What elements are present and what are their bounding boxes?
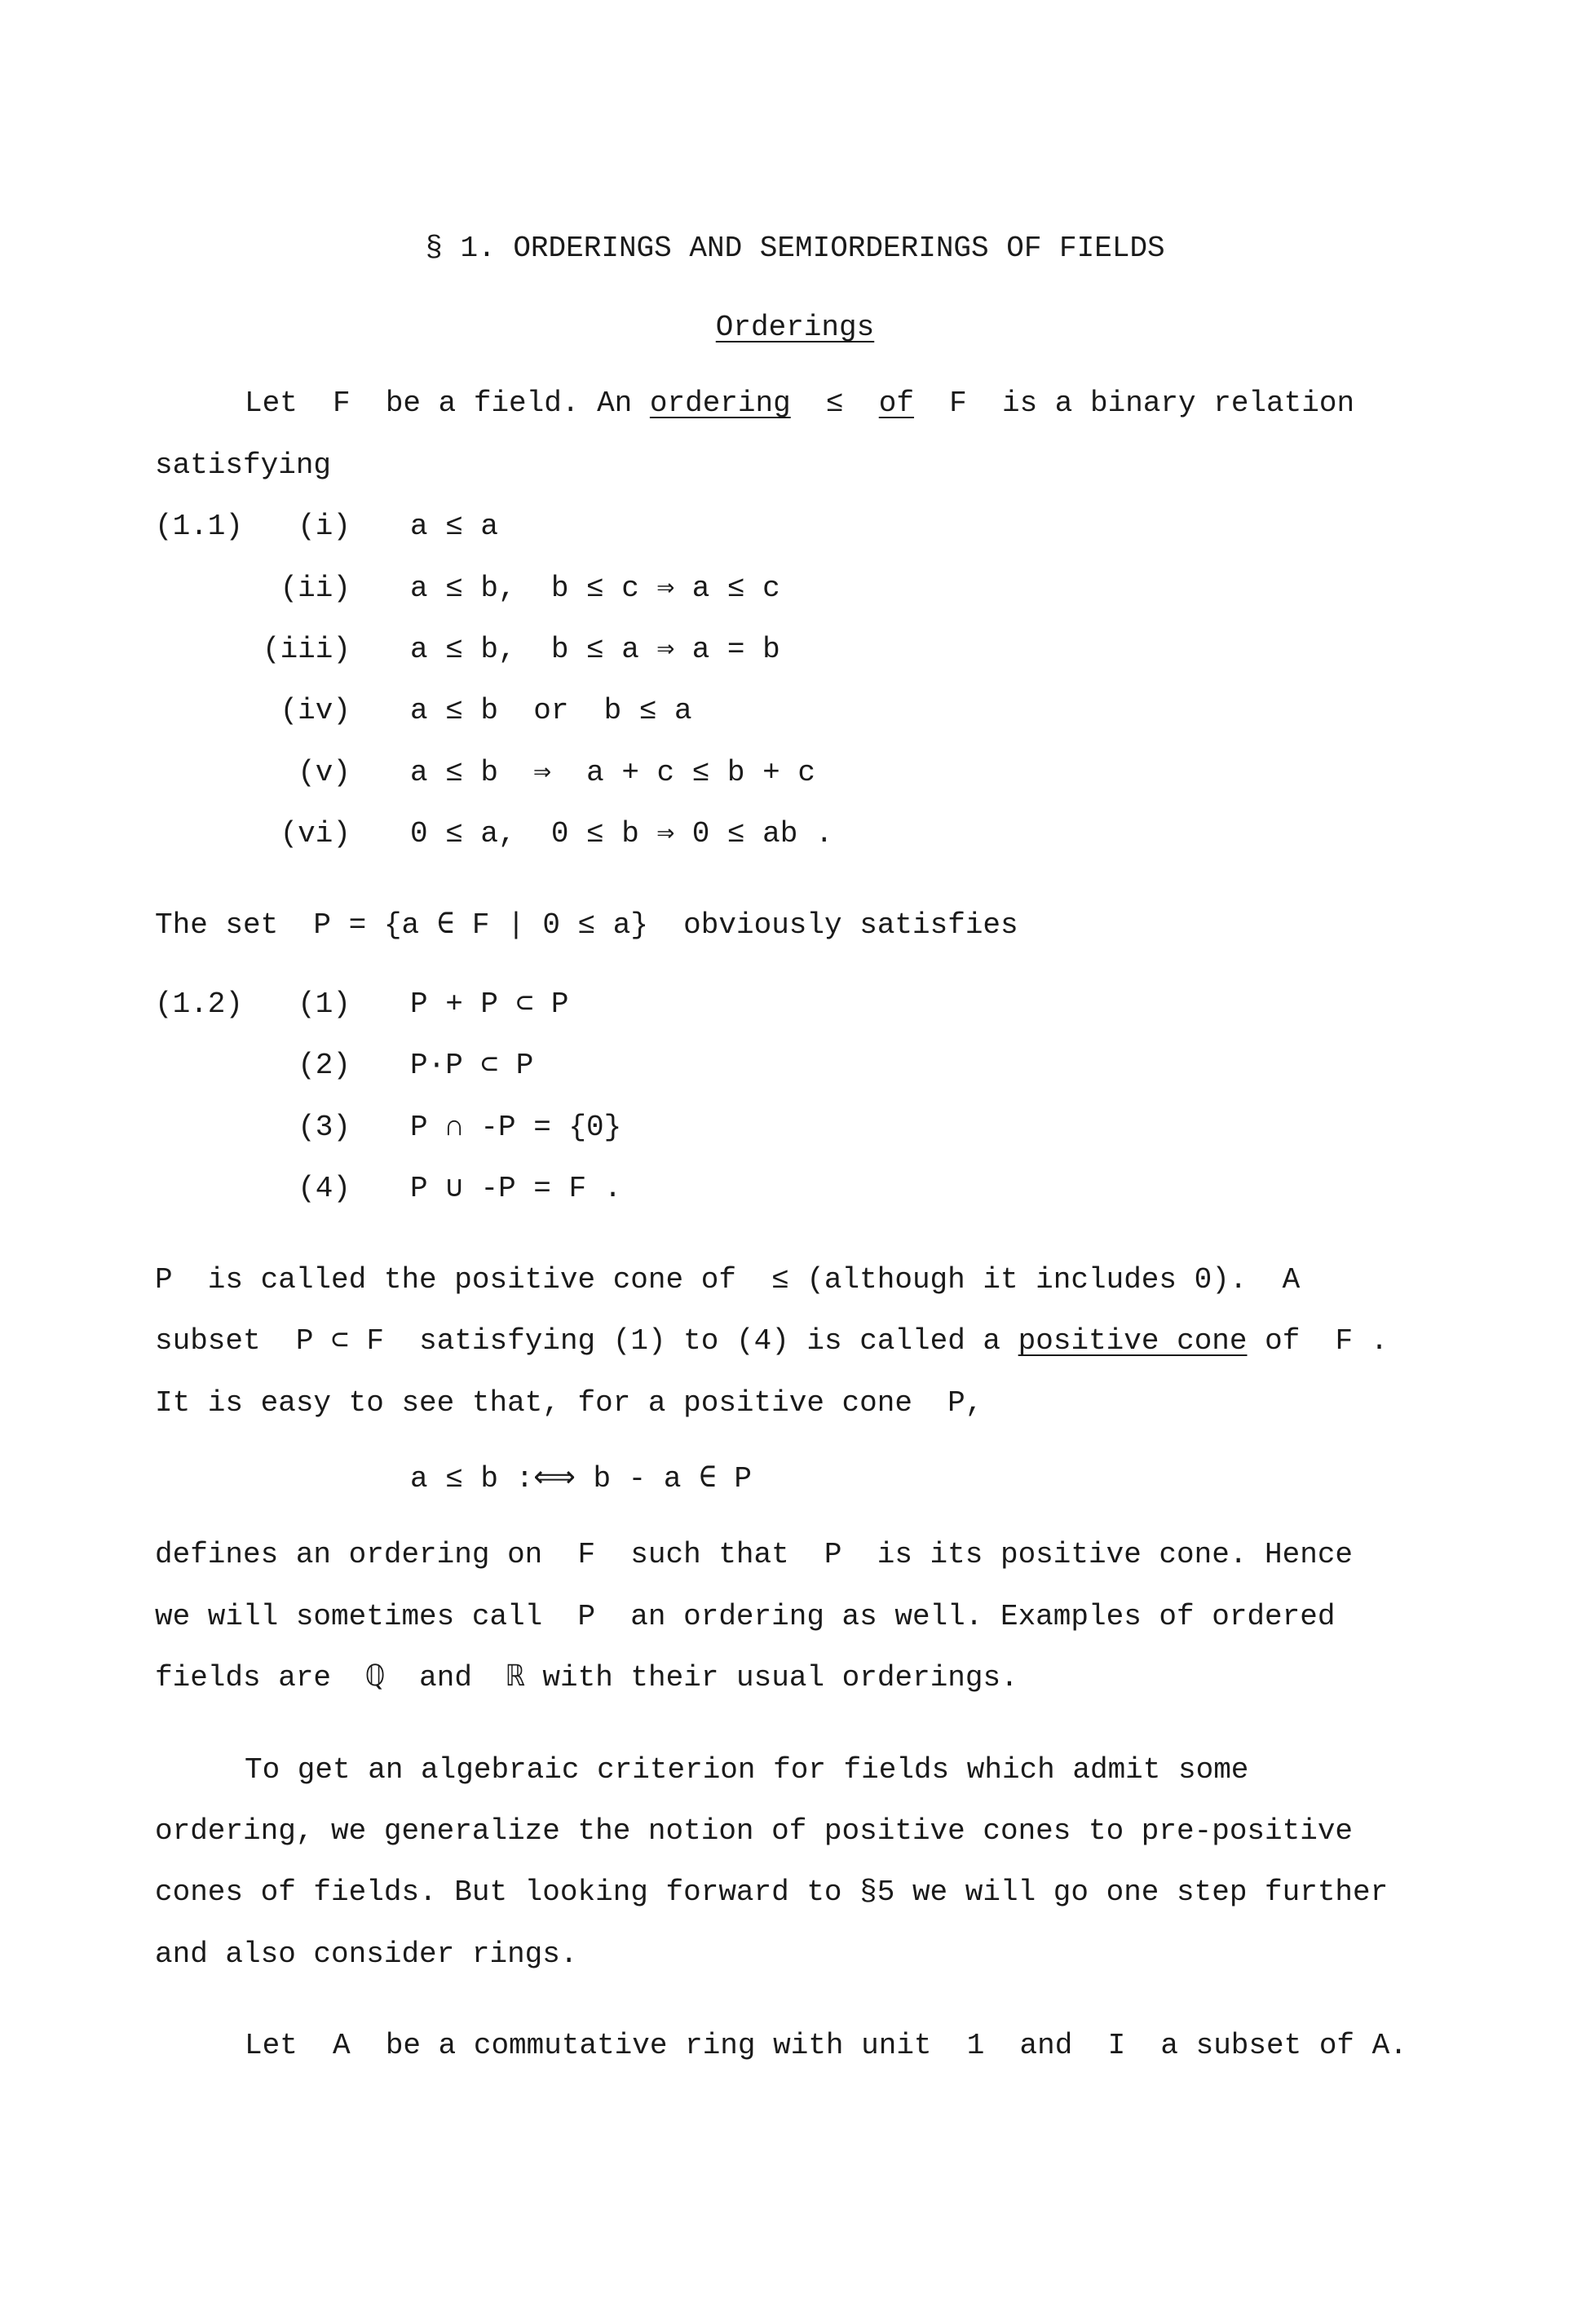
p3-line2-post: of F .	[1247, 1324, 1389, 1358]
axiom-formula: a ≤ b, b ≤ c ⇒ a ≤ c	[410, 572, 780, 605]
paragraph-ordering-definition	[245, 389, 1354, 418]
p1-line2: satisfying	[155, 448, 332, 482]
equation-number-1-2: (1.2)	[155, 987, 244, 1021]
subsection-title-text: Orderings	[715, 311, 875, 344]
term-ordering: ordering	[649, 387, 791, 420]
axiom-label: (i)	[298, 510, 351, 543]
p5-line2: ordering, we generalize the notion of positive cones to pre-positive	[155, 1814, 1354, 1848]
axiom-label: (ii)	[280, 572, 351, 605]
p6-line: Let A be a commutative ring with unit 1 and I a subset of A.	[245, 2029, 1407, 2062]
p3-line3: It is easy to see that, for a positive cone P,	[155, 1386, 983, 1420]
property-formula: P ∪ -P = F .	[410, 1172, 622, 1205]
property-label: (1)	[298, 987, 351, 1021]
property-label: (3)	[298, 1111, 351, 1144]
axiom-formula: a ≤ a	[410, 510, 499, 543]
p1-post: F is a binary relation	[913, 387, 1355, 420]
p5-line4: and also consider rings.	[155, 1937, 578, 1971]
p1-mid: ≤	[790, 387, 879, 420]
p4-line2: we will sometimes call P an ordering as well. Examples of ordered	[155, 1600, 1336, 1633]
axiom-label: (vi)	[280, 817, 351, 851]
axiom-label: (v)	[298, 756, 351, 789]
display-equation: a ≤ b :⟺ b - a ∈ P	[410, 1462, 752, 1496]
axiom-formula: a ≤ b or b ≤ a	[410, 694, 692, 727]
axiom-label: (iv)	[280, 694, 351, 727]
property-label: (4)	[298, 1172, 351, 1205]
term-positive-cone: positive cone	[1018, 1324, 1248, 1358]
term-of: of	[878, 387, 914, 420]
subsection-title	[0, 313, 1590, 342]
section-title: § 1. ORDERINGS AND SEMIORDERINGS OF FIELDS	[425, 232, 1165, 265]
axiom-label: (iii)	[262, 633, 351, 666]
property-formula: P + P ⊂ P	[410, 987, 569, 1021]
axiom-formula: a ≤ b, b ≤ a ⇒ a = b	[410, 633, 780, 666]
p4-line1: defines an ordering on F such that P is its positive cone. Hence	[155, 1538, 1354, 1571]
p3-line1: P is called the positive cone of ≤ (although it includes 0). A	[155, 1263, 1301, 1297]
p1-pre: Let F be a field. An	[245, 387, 650, 420]
axiom-formula: a ≤ b ⇒ a + c ≤ b + c	[410, 756, 815, 789]
property-formula: P·P ⊂ P	[410, 1049, 534, 1082]
axiom-formula: 0 ≤ a, 0 ≤ b ⇒ 0 ≤ ab .	[410, 817, 833, 851]
p2-line: The set P = {a ∈ F | 0 ≤ a} obviously satisfies	[155, 908, 1018, 942]
p5-line3: cones of fields. But looking forward to §5 we will go one step further	[155, 1876, 1389, 1909]
p5-line1: To get an algebraic criterion for fields which admit some	[245, 1753, 1249, 1787]
p3-line2-pre: subset P ⊂ F satisfying (1) to (4) is called a	[155, 1324, 1018, 1358]
equation-number-1-1: (1.1)	[155, 510, 244, 543]
p4-line3: fields are ℚ and ℝ with their usual orderings.	[155, 1661, 1018, 1694]
p3-line2	[155, 1324, 1389, 1358]
property-formula: P ∩ -P = {0}	[410, 1111, 622, 1144]
property-label: (2)	[298, 1049, 351, 1082]
